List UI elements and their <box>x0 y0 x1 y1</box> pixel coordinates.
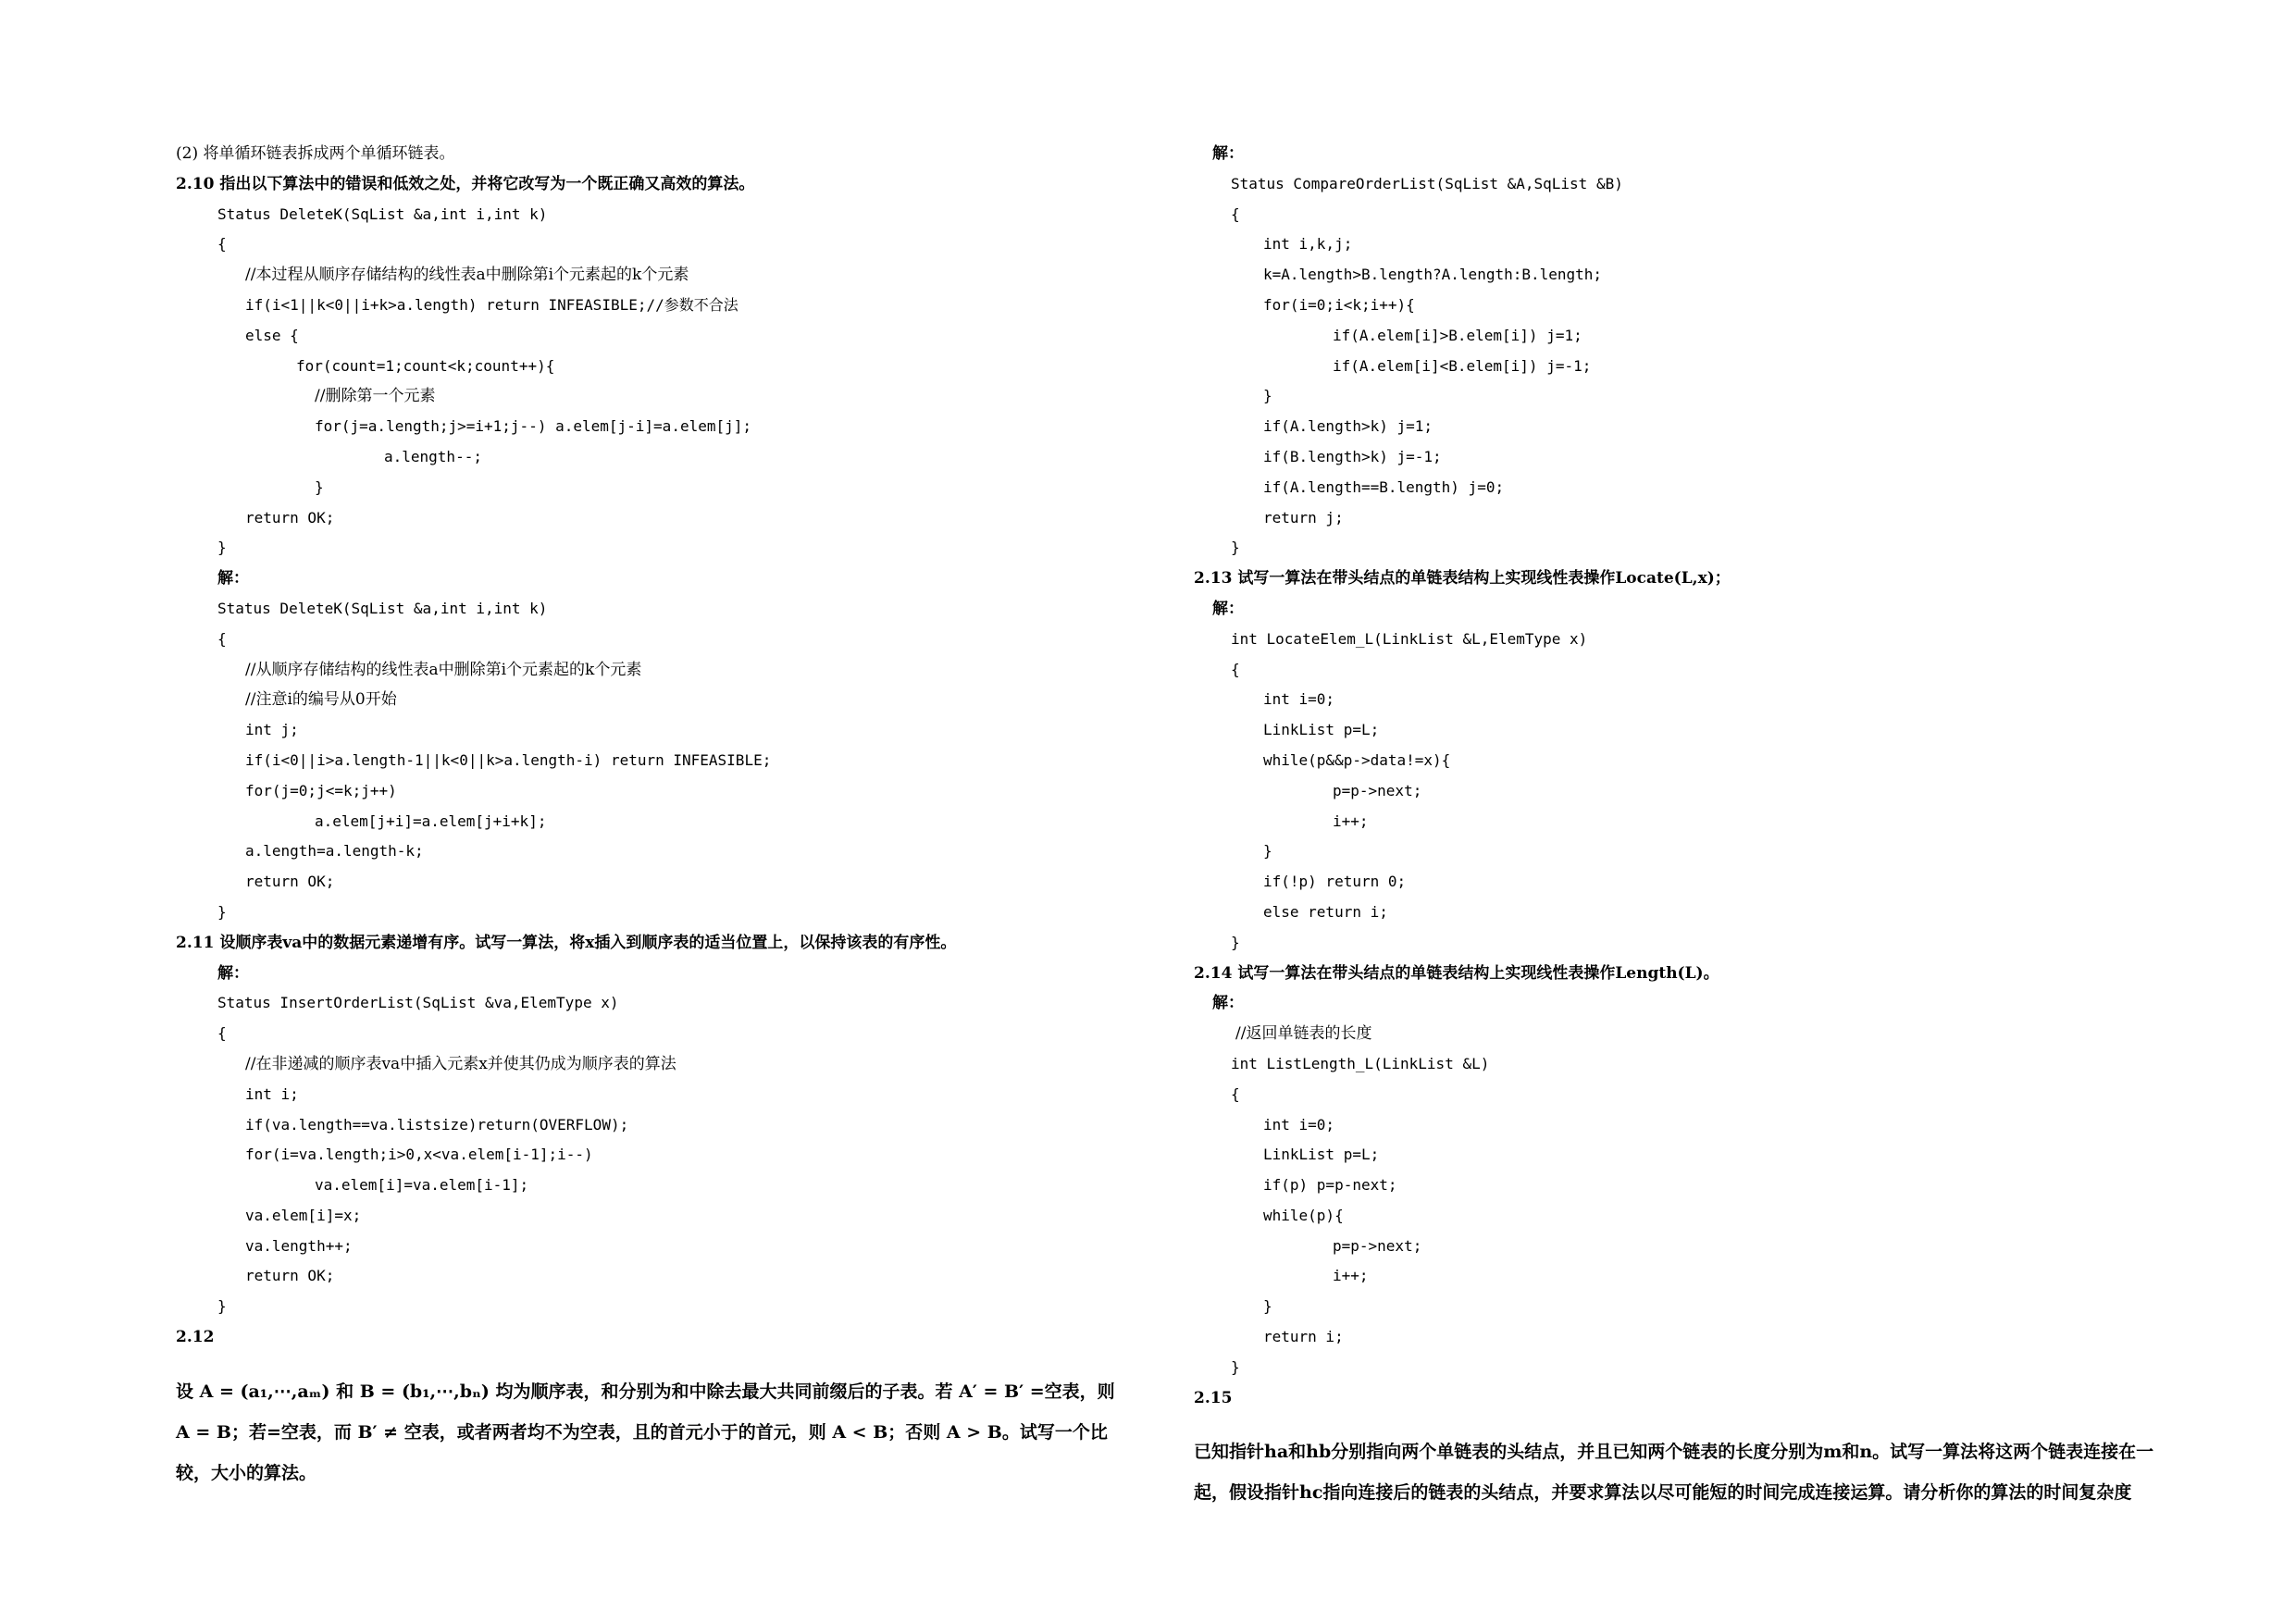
heading-line: 2.14 试写一算法在带头结点的单链表结构上实现线性表操作Length(L)。 <box>1194 963 1719 983</box>
code-line: p=p->next; <box>1333 781 1422 799</box>
code-line: p=p->next; <box>1333 1236 1422 1255</box>
code-line: { <box>217 1024 227 1043</box>
heading-line: 解： <box>1212 599 1244 618</box>
code-line: int i,k,j; <box>1263 235 1353 254</box>
code-line: return j; <box>1263 508 1344 527</box>
code-line: va.elem[i]=va.elem[i-1]; <box>315 1176 529 1195</box>
code-line: for(j=0;j<=k;j++) <box>245 781 397 799</box>
code-line: LinkList p=L; <box>1263 721 1380 739</box>
code-line: } <box>1231 933 1240 951</box>
code-line: return OK; <box>245 508 335 527</box>
heading-line: 2.13 试写一算法在带头结点的单链表结构上实现线性表操作Locate(L,x)； <box>1194 569 1731 588</box>
heading-line: 2.11 设顺序表va中的数据元素递增有序。试写一算法，将x插入到顺序表的适当位置上，以保持该表的有序性。 <box>176 933 957 952</box>
code-line: while(p){ <box>1263 1206 1344 1224</box>
comment-line: //本过程从顺序存储结构的线性表a中删除第i个元素起的k个元素 <box>245 266 689 285</box>
code-line: LinkList p=L; <box>1263 1146 1380 1164</box>
code-line: } <box>1231 539 1240 557</box>
comment-line: //删除第一个元素 <box>315 387 436 406</box>
code-line: if(i<1||k<0||i+k>a.length) return INFEASIBLE;//参数不合法 <box>245 295 738 314</box>
spacer <box>176 1353 1148 1371</box>
problem-2-15-text: 起，假设指针hc指向连接后的链表的头结点，并要求算法以尽可能短的时间完成连接运算。请分析你的算法的时间复杂度 <box>1194 1482 2132 1504</box>
code-line: } <box>1263 1297 1272 1316</box>
heading-line: 解： <box>1212 144 1244 163</box>
code-line: if(i<0||i>a.length-1||k<0||k>a.length-i) return INFEASIBLE; <box>245 750 772 769</box>
code-line: i++; <box>1333 1267 1369 1285</box>
heading-line: 2.10 指出以下算法中的错误和低效之处，并将它改写为一个既正确又高效的算法。 <box>176 174 755 193</box>
code-line: if(B.length>k) j=-1; <box>1263 447 1442 465</box>
code-line: } <box>315 477 324 496</box>
code-line: } <box>217 539 227 557</box>
heading-line: 解： <box>1212 994 1244 1013</box>
code-line: } <box>217 1297 227 1316</box>
code-line: return i; <box>1263 1328 1344 1346</box>
code-line: if(va.length==va.listsize)return(OVERFLOW); <box>245 1115 629 1134</box>
code-line: Status DeleteK(SqList &a,int i,int k) <box>217 599 548 617</box>
code-line: else { <box>245 326 299 344</box>
code-line: int j; <box>245 721 299 739</box>
code-line: int ListLength_L(LinkList &L) <box>1231 1054 1490 1072</box>
code-line: int LocateElem_L(LinkList &L,ElemType x) <box>1231 629 1588 648</box>
heading-line: 解： <box>217 963 249 983</box>
code-line: a.length--; <box>384 447 482 465</box>
code-line: if(p) p=p-next; <box>1263 1176 1397 1195</box>
code-line: return OK; <box>245 1267 335 1285</box>
heading-line: 2.12 <box>176 1328 215 1347</box>
code-line: for(j=a.length;j>=i+1;j--) a.elem[j-i]=a.elem[j]; <box>315 417 752 436</box>
code-line: } <box>1263 842 1272 861</box>
code-line: int i=0; <box>1263 1115 1335 1134</box>
problem-2-12-text: 较，大小的算法。 <box>176 1462 317 1483</box>
code-line: Status DeleteK(SqList &a,int i,int k) <box>217 204 548 223</box>
left-column <box>176 139 1148 1493</box>
comment-line: //从顺序存储结构的线性表a中删除第i个元素起的k个元素 <box>245 660 642 679</box>
code-line: { <box>1231 660 1240 678</box>
code-line: else return i; <box>1263 902 1388 921</box>
right-column <box>1194 139 2166 1513</box>
code-line: i++; <box>1333 812 1369 830</box>
code-line: for(i=va.length;i>0,x<va.elem[i-1];i--) <box>245 1146 593 1164</box>
heading-line: 解： <box>217 569 249 588</box>
code-line: } <box>1263 387 1272 405</box>
code-line: } <box>217 902 227 921</box>
code-line: { <box>1231 1084 1240 1103</box>
code-line: for(i=0;i<k;i++){ <box>1263 295 1415 314</box>
code-line: { <box>217 629 227 648</box>
code-line: int i; <box>245 1084 299 1103</box>
heading-line: 2.15 <box>1194 1388 1233 1407</box>
code-line: if(A.elem[i]>B.elem[i]) j=1; <box>1333 326 1582 344</box>
code-line: { <box>1231 204 1240 223</box>
code-line: k=A.length>B.length?A.length:B.length; <box>1263 266 1603 284</box>
code-line: int i=0; <box>1263 690 1335 709</box>
comment-line: //在非递减的顺序表va中插入元素x并使其仍成为顺序表的算法 <box>245 1054 676 1073</box>
comment-line: (2) 将单循环链表拆成两个单循环链表。 <box>176 144 455 163</box>
comment-line: //返回单链表的长度 <box>1235 1024 1372 1044</box>
code-line: va.elem[i]=x; <box>245 1206 362 1224</box>
code-line: Status CompareOrderList(SqList &A,SqList &B) <box>1231 174 1623 192</box>
problem-2-12-text: A = B；若=空表，而 B′ ≠ 空表，或者两者均不为空表，且的首元小于的首元，则 A < B；否则 A > B。试写一个比 <box>176 1421 1108 1443</box>
spacer <box>1194 1413 2166 1431</box>
code-line: Status InsertOrderList(SqList &va,ElemType x) <box>217 994 619 1012</box>
code-line: } <box>1231 1357 1240 1376</box>
code-line: for(count=1;count<k;count++){ <box>296 356 555 375</box>
code-line: if(A.length>k) j=1; <box>1263 417 1433 436</box>
code-line: { <box>217 235 227 254</box>
code-line: if(A.length==B.length) j=0; <box>1263 477 1505 496</box>
code-line: a.length=a.length-k; <box>245 842 424 861</box>
code-line: while(p&&p->data!=x){ <box>1263 750 1451 769</box>
problem-2-15-text: 已知指针ha和hb分别指向两个单链表的头结点，并且已知两个链表的长度分别为m和n。试写一算法将这两个链表连接在一 <box>1194 1442 2154 1463</box>
code-line: a.elem[j+i]=a.elem[j+i+k]; <box>315 812 547 830</box>
comment-line: //注意i的编号从0开始 <box>245 690 397 710</box>
problem-2-12-text: 设 A = (a₁,⋯,aₘ) 和 B = (b₁,⋯,bₙ) 均为顺序表，和分别为和中除去最大共同前缀后的子表。若 A′ = B′ =空表，则 <box>176 1381 1115 1402</box>
code-line: va.length++; <box>245 1236 353 1255</box>
code-line: if(!p) return 0; <box>1263 873 1407 891</box>
code-line: if(A.elem[i]<B.elem[i]) j=-1; <box>1333 356 1592 375</box>
code-line: return OK; <box>245 873 335 891</box>
